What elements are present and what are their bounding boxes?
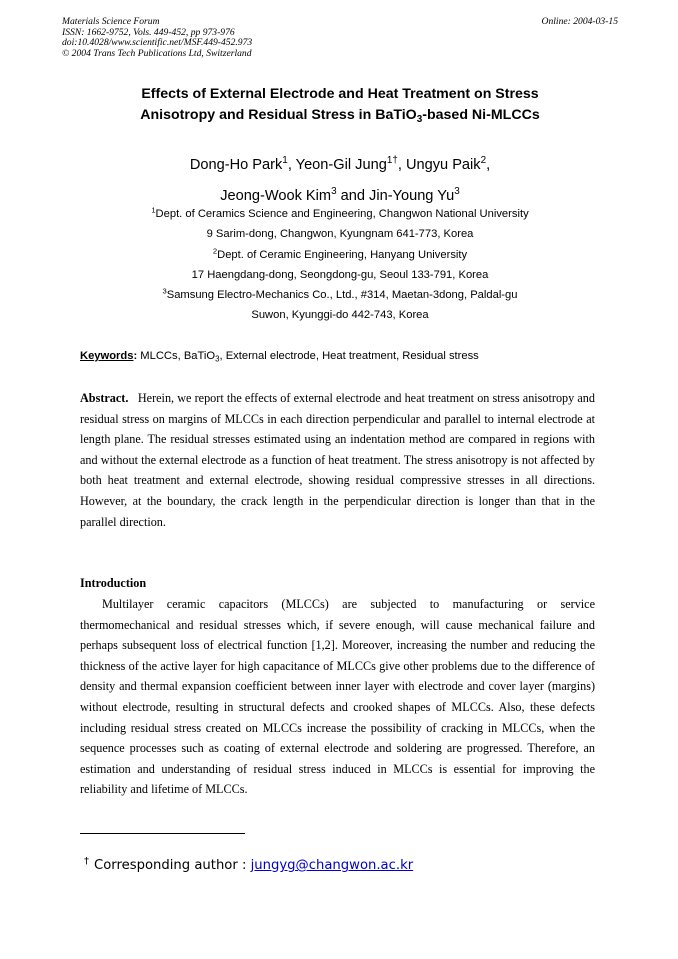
- online-date: Online: 2004-03-15: [541, 16, 618, 27]
- author-name: Yeon-Gil Jung: [295, 157, 387, 173]
- affiliation-line: [62, 224, 618, 244]
- affiliation-text: 9 Sarim-dong, Changwon, Kyungnam 641-773, Korea: [206, 228, 474, 241]
- abstract-text: Herein, we report the effects of external electrode and heat treatment on stress anisotropy and residual stress on margins of MLCCs in each direction perpendicular and parallel to internal electrode at length plane. The residual stresses estimated using an indentation method are compared in regions with and without the external electrode as a function of heat treatment. The stress anisotropy is not affected by both heat treatment and external electrode, showing residual compressive stresses in all directions. However, at the boundary, the crack length in the perpendicular direction is longer than that in the parallel direction.: [80, 391, 595, 529]
- title-line-2-pre: Anisotropy and Residual Stress in BaTiO: [140, 107, 417, 123]
- author-name: Jin-Young Yu: [369, 188, 455, 204]
- affiliation-line: [62, 245, 618, 265]
- journal-header: [62, 17, 618, 59]
- abstract: [80, 388, 595, 532]
- footnote-rule: [80, 833, 245, 834]
- affil-mark: 3: [162, 286, 167, 296]
- affiliation-line: [62, 305, 618, 325]
- title-line-1: Effects of External Electrode and Heat Treatment on Stress: [141, 86, 539, 102]
- introduction-heading: Introduction: [80, 576, 147, 590]
- author-affil-mark: 1†: [386, 155, 398, 167]
- affil-mark: 2: [212, 246, 218, 256]
- paper-title: [62, 84, 618, 126]
- footnote-label: Corresponding author :: [94, 858, 251, 873]
- journal-name: Materials Science Forum: [62, 16, 160, 27]
- keywords-subscript: 3: [215, 354, 220, 364]
- author-affil-mark: 1: [282, 155, 288, 167]
- affiliation-text: Samsung Electro-Mechanics Co., Ltd., #314, Maetan-3dong, Paldal-gu: [166, 289, 518, 302]
- keywords-post: , External electrode, Heat treatment, Residual stress: [219, 350, 479, 362]
- affil-mark: 1: [151, 205, 156, 215]
- affiliation-line: [62, 204, 618, 224]
- author-affil-mark: 3: [454, 186, 460, 198]
- copyright-line: © 2004 Trans Tech Publications Ltd, Switzerland: [62, 47, 252, 59]
- issn-line: ISSN: 1662-9752, Vols. 449-452, pp 973-976: [62, 26, 235, 38]
- author-separator: ,: [287, 157, 296, 173]
- author-name: Ungyu Paik: [405, 157, 481, 173]
- title-subscript: 3: [416, 113, 423, 125]
- affiliations: [62, 204, 618, 326]
- affiliation-text: 17 Haengdang-dong, Seongdong-gu, Seoul 133-791, Korea: [191, 268, 489, 281]
- corresponding-email-link[interactable]: jungyg@changwon.ac.kr: [250, 858, 414, 873]
- affiliation-text: Dept. of Ceramics Science and Engineering, Changwon National University: [155, 208, 529, 220]
- keywords-colon: :: [133, 350, 138, 362]
- footnote: [84, 852, 413, 876]
- abstract-label: Abstract.: [80, 391, 129, 405]
- introduction-text: Multilayer ceramic capacitors (MLCCs) are subjected to manufacturing or service thermomechanical and residual stresses which, if severe enough, will cause mechanical failure and perhaps subsequent loss of electrical function [1,2]. Moreover, increasing the number and reducing the thickness of the active layer for high capacitance of MLCCs give other problems due to the difference of density and thermal expansion coefficient between inner layer with electrode and cover layer (margins) without electrode, resulting in structural defects and crooked shapes of MLCCs. Also, these defects including residual stress created on MLCCs increase the possibility of cracking in MLCCs, when the sequence processes such as coating of external electrode and soldering are progressed. Therefore, an estimation and understanding of residual stress induced in MLCCs is essential for improving the reliability and lifetime of MLCCs.: [80, 597, 595, 797]
- keywords-pre: MLCCs, BaTiO: [137, 350, 216, 362]
- author-affil-mark: 2: [480, 155, 487, 167]
- affiliation-line: [62, 265, 618, 285]
- author-line-1: [62, 150, 618, 181]
- affiliation-text: Dept. of Ceramic Engineering, Hanyang University: [217, 248, 468, 261]
- author-separator: and: [336, 188, 370, 204]
- affiliation-text: Suwon, Kyunggi-do 442-743, Korea: [251, 309, 429, 322]
- author-name: Jeong-Wook Kim: [220, 188, 332, 204]
- author-separator: ,: [486, 157, 491, 173]
- author-name: Dong-Ho Park: [189, 157, 283, 173]
- title-line-2: [62, 105, 618, 126]
- keywords: [80, 348, 600, 365]
- author-affil-mark: 3: [331, 186, 337, 198]
- title-line-2-post: -based Ni-MLCCs: [422, 107, 540, 123]
- affiliation-line: [62, 285, 618, 305]
- author-separator: ,: [397, 157, 406, 173]
- keywords-label: Keywords: [80, 350, 134, 362]
- doi-line: doi:10.4028/www.scientific.net/MSF.449-452.973: [62, 37, 253, 49]
- footnote-dagger: †: [84, 856, 89, 867]
